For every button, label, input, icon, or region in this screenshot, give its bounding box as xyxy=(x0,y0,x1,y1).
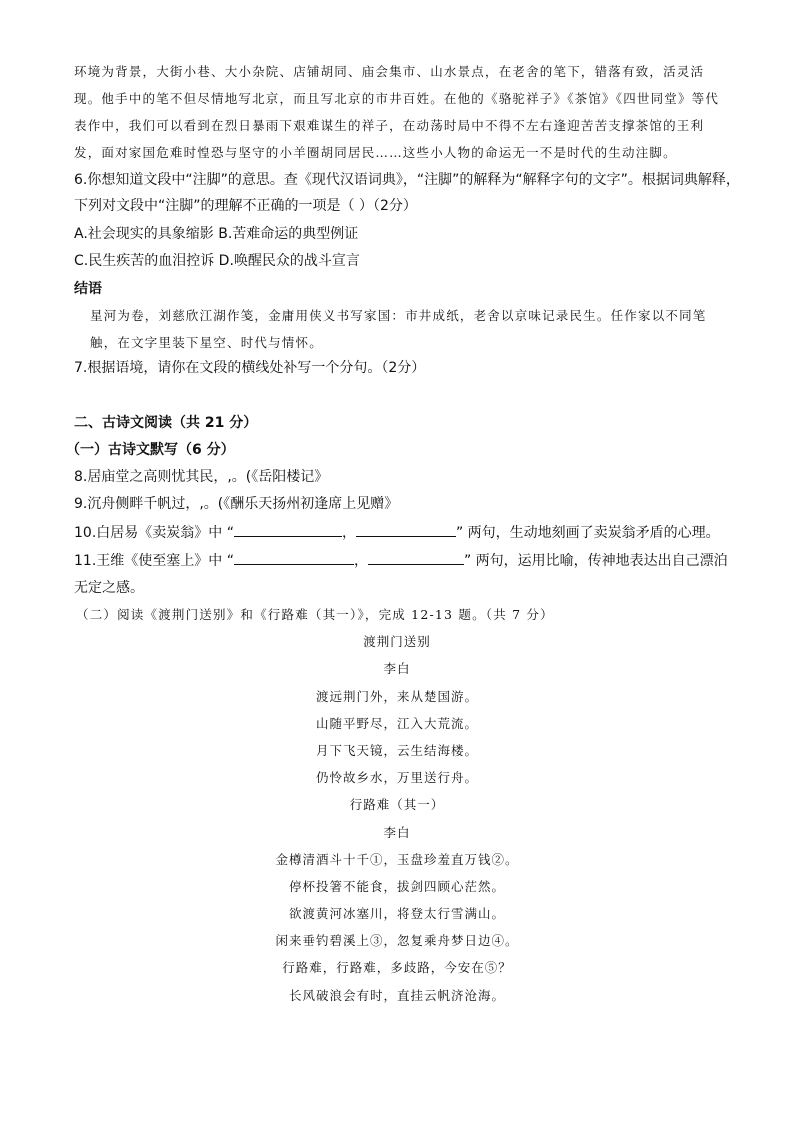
question-10-suffix: ” 两句，生动地刻画了卖炭翁矛盾的心理。 xyxy=(455,525,720,541)
section-2-part-2-title: （二）阅读《渡荆门送别》和《行路难（其一）》，完成 12-13 题。（共 7 分） xyxy=(76,607,554,622)
poem-line: 行路难，行路难，多歧路，今安在⑤？ xyxy=(282,960,512,975)
poem-line: 山随平野尽，江入大荒流。 xyxy=(315,716,478,731)
conclusion-paragraph: 星河为卷，刘慈欣江湖作笺，金庸用侠义书写家国：市井成纸，老舍以京味记录民生。任作家以不同笔触，在文字里装下星空、时代与情怀。 xyxy=(90,308,707,350)
question-9: 9.沉舟侧畔千帆过，,。(《酬乐天扬州初逢席上见赠》 xyxy=(74,496,399,512)
question-6-line-2: 下列对文段中“注脚”的理解不正确的一项是（ ）（2分） xyxy=(74,198,417,214)
question-11-line-2: 无定之感。 xyxy=(74,580,144,596)
poem-line: 闲来垂钓碧溪上③，忽复乘舟梦日边④。 xyxy=(275,933,519,948)
question-10-prefix: 10.白居易《卖炭翁》中 “ xyxy=(74,525,234,541)
question-6-options-ab: A.社会现实的具象缩影 B.苦难命运的典型例证 xyxy=(74,226,359,242)
question-6-options-cd: C.民生疾苦的血泪控诉 D.唤醒民众的战斗宣言 xyxy=(74,253,360,269)
question-11 xyxy=(74,550,728,571)
poem-line: 渡远荆门外，来从楚国游。 xyxy=(315,689,478,704)
section-2-title: 二、古诗文阅读（共 21 分） xyxy=(74,415,258,431)
poem-line: 停杯投箸不能食，拔剑四顾心茫然。 xyxy=(288,879,505,894)
poem-2-title: 行路难（其一） xyxy=(349,797,445,812)
answer-blank[interactable] xyxy=(356,522,456,537)
answer-blank[interactable] xyxy=(368,550,464,565)
question-8: 8.居庙堂之高则忧其民，,。(《岳阳楼记》 xyxy=(74,469,329,485)
poem-2-author: 李白 xyxy=(383,825,411,840)
question-7: 7.根据语境，请你在文段的横线处补写一个分句。（2分） xyxy=(74,360,426,376)
question-11-prefix: 11.王维《使至塞上》中 “ xyxy=(74,553,234,569)
poem-line: 仍怜故乡水，万里送行舟。 xyxy=(315,770,478,785)
question-11-suffix: ” 两句，运用比喻，传神地表达出自己漂泊 xyxy=(463,553,728,569)
comma: ， xyxy=(353,553,368,569)
intro-paragraph: 环境为背景，大街小巷、大小杂院、店铺胡同、庙会集市、山水景点，在老舍的笔下，错落有致，活灵活现。他手中的笔不但尽情地写北京，而且写北京的市井百姓。在他的《骆驼祥子》《茶馆》《四世同堂》等代表作中，我们可以看到在烈日暴雨下艰难谋生的祥子，在动荡时局中不得不左右逢迎苦苦支撑茶馆的王利发，面对家国危难时惶恐与坚守的小羊圈胡同居民……这些小人物的命运无一不是时代的生动注脚。 xyxy=(74,64,720,160)
section-2-part-1-title: （一）古诗文默写（6 分） xyxy=(66,442,235,458)
poem-line: 金樽清酒斗十千①，玉盘珍羞直万钱②。 xyxy=(275,852,519,867)
comma: ， xyxy=(341,525,356,541)
question-10 xyxy=(74,522,720,543)
answer-blank[interactable] xyxy=(234,550,354,565)
question-6-line-1: 6.你想知道文段中“注脚”的意思。查《现代汉语词典》，“注脚”的解释为“解释字句的文字”。根据词典解释， xyxy=(74,172,740,188)
poem-line: 欲渡黄河冰塞川，将登太行雪满山。 xyxy=(288,906,505,921)
poem-1-title: 渡荆门送别 xyxy=(363,634,431,649)
poem-1-author: 李白 xyxy=(383,661,411,676)
poem-line: 月下飞天镜，云生结海楼。 xyxy=(315,743,478,758)
conclusion-heading: 结语 xyxy=(74,281,102,297)
answer-blank[interactable] xyxy=(234,522,342,537)
poem-line: 长风破浪会有时，直挂云帆济沧海。 xyxy=(288,988,505,1003)
